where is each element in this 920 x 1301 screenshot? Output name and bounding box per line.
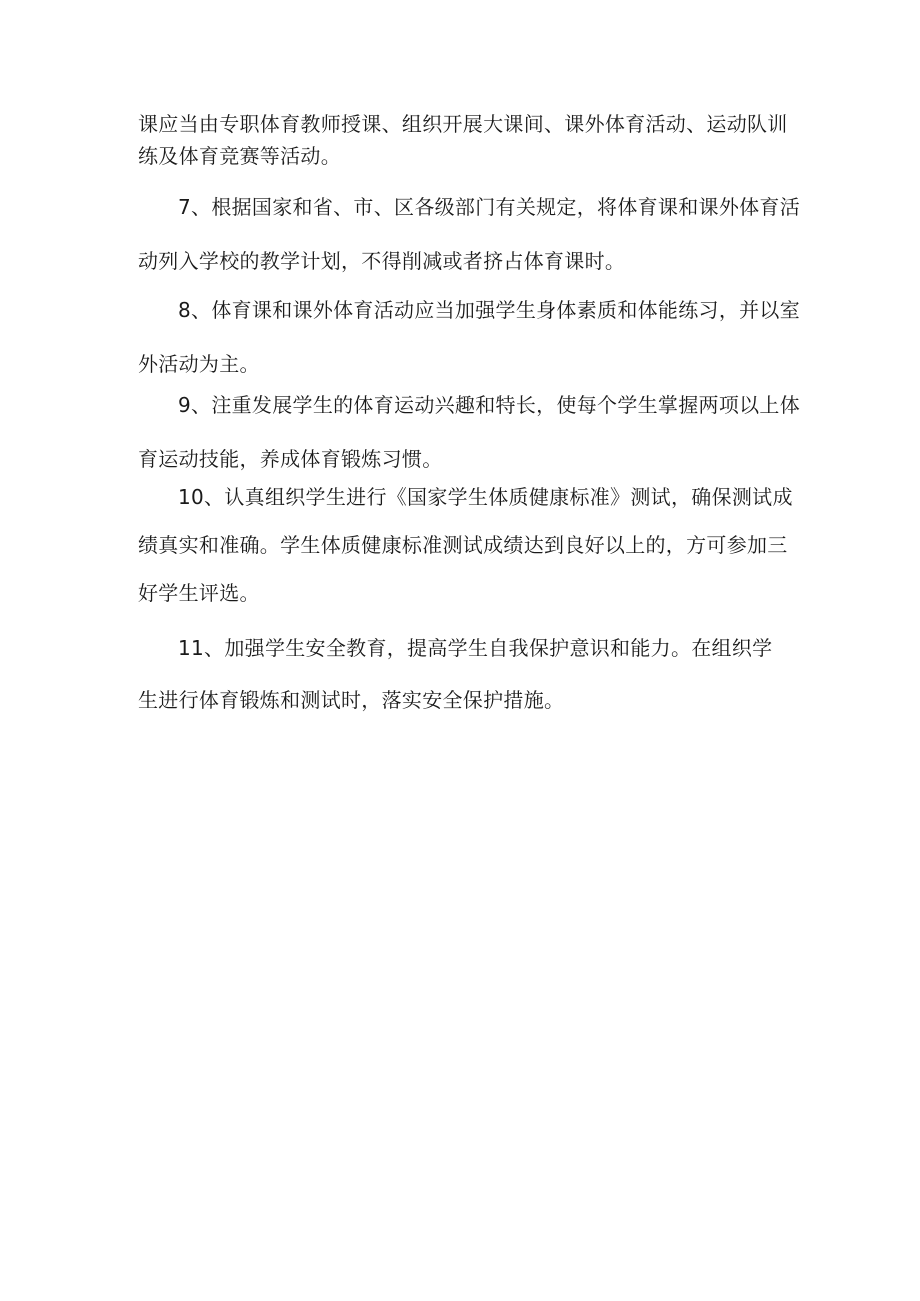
paragraph-item-9: [138, 378, 800, 486]
paragraph-item-11: [138, 622, 772, 726]
paragraph-item-7: [138, 180, 800, 288]
paragraph-line: 课应当由专职体育教师授课、组织开展大课间、课外体育活动、运动队训: [138, 112, 788, 136]
paragraph-line: 9、注重发展学生的体育运动兴趣和特长，使每个学生掌握两项以上体: [178, 393, 801, 417]
paragraph-item-10: [138, 473, 793, 617]
paragraph-line: 动列入学校的教学计划，不得削减或者挤占体育课时。: [138, 249, 626, 273]
paragraph-line: 8、体育课和课外体育活动应当加强学生身体素质和体能练习，并以室: [178, 298, 801, 322]
paragraph-line: 育运动技能，养成体育锻炼习惯。: [138, 447, 443, 471]
paragraph-line: 10、认真组织学生进行《国家学生体质健康标准》测试，确保测试成: [178, 485, 793, 509]
paragraph-line: 生进行体育锻炼和测试时，落实安全保护措施。: [138, 688, 565, 712]
paragraph-item-8: [138, 283, 800, 391]
paragraph-line: 外活动为主。: [138, 352, 260, 376]
paragraph-line: 好学生评选。: [138, 581, 260, 605]
paragraph-line: 11、加强学生安全教育，提高学生自我保护意识和能力。在组织学: [178, 636, 773, 660]
paragraph-line: 绩真实和准确。学生体质健康标准测试成绩达到良好以上的，方可参加三: [138, 533, 788, 557]
paragraph-continuation: [138, 108, 788, 172]
paragraph-line: 7、根据国家和省、市、区各级部门有关规定，将体育课和课外体育活: [178, 195, 801, 219]
paragraph-line: 练及体育竞赛等活动。: [138, 144, 341, 168]
